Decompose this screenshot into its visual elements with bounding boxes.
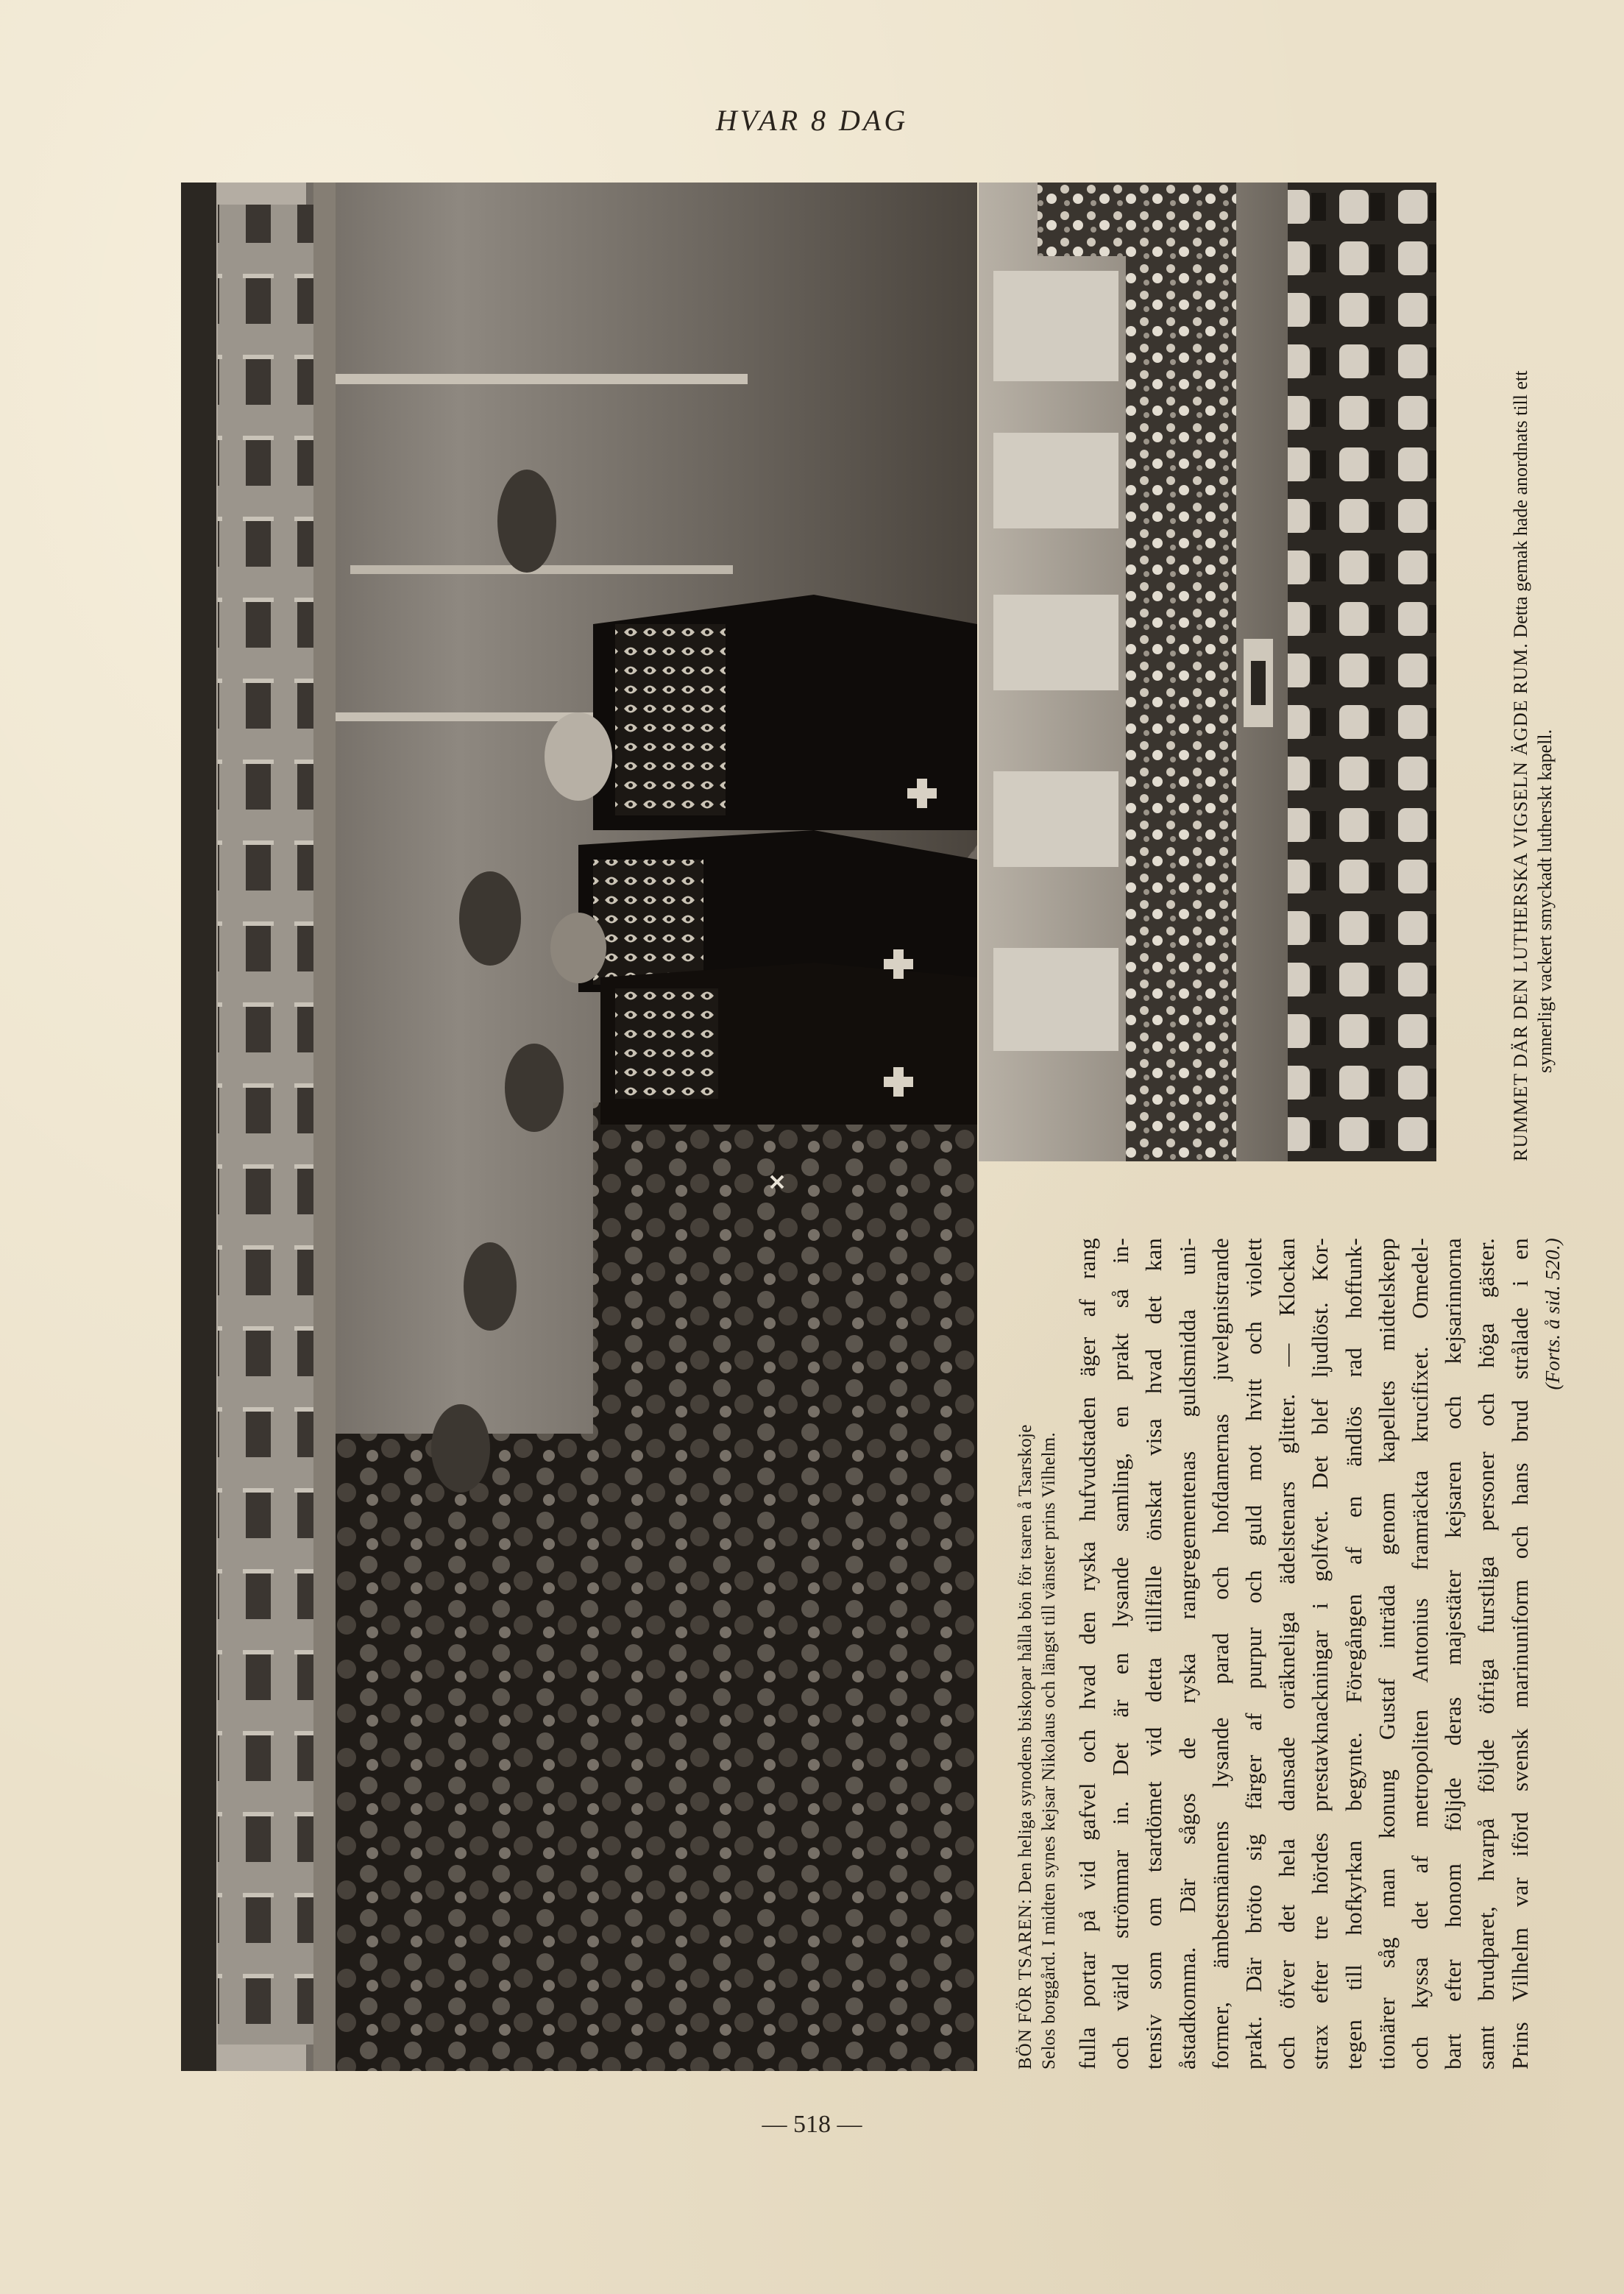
caption-chapel-text-2: synnerligt vackert smyckadt lutherskt kapell. bbox=[1534, 729, 1556, 1073]
continuation-note: (Forts. å sid. 520.) bbox=[1541, 1238, 1564, 1390]
caption-procession-text-1: Den heliga synodens biskopar hålla bön för tsaren å Tsarskoje bbox=[1015, 1424, 1035, 1894]
article-body bbox=[1071, 1238, 1570, 2070]
body-line: åstadkomma. Där sågos de ryska rangregementenas guldsmidda uni- bbox=[1174, 1238, 1200, 2070]
body-line: prakt. Där bröto sig färger af purpur och guld mot hvitt och violett bbox=[1241, 1238, 1267, 2070]
caption-procession bbox=[1014, 1238, 1061, 2070]
body-line: bart efter honom följde deras majestäter kejsaren och kejsarinnorna bbox=[1440, 1238, 1467, 2070]
body-line: Prins Vilhelm var iförd svensk marinuniform och hans brud strålade i en bbox=[1506, 1238, 1533, 2070]
body-line: samt brudparet, hvarpå följde öfriga furstliga personer och höga gäster. bbox=[1473, 1238, 1500, 2070]
caption-chapel bbox=[1508, 183, 1557, 1161]
procession-photo-illustration bbox=[181, 183, 977, 2071]
caption-chapel-lead: RUMMET DÄR DEN LUTHERSKA VIGSELN ÄGDE RUM. bbox=[1510, 642, 1531, 1161]
body-line: och värld strömmar in. Det är en lysande samling, en prakt så in- bbox=[1107, 1238, 1134, 2070]
chapel-photo-illustration bbox=[979, 183, 1436, 1161]
body-line: tegen till hofkyrkan begynte. Föregången af en ändlös rad hoffunk- bbox=[1340, 1238, 1366, 2070]
body-line: tensiv som om tsardömet vid detta tillfälle önskat visa hvad det kan bbox=[1141, 1238, 1167, 2070]
caption-chapel-text-1: Detta gemak hade anordnats till ett bbox=[1510, 370, 1531, 638]
masthead: HVAR 8 DAG bbox=[715, 104, 909, 137]
caption-procession-text-2: Selos borggård. I midten synes kejsar Nikolaus och längst till vänster prins Vilhelm. bbox=[1039, 1431, 1059, 2070]
body-line: tionärer såg man konung Gustaf inträda genom kapellets midtelskepp bbox=[1373, 1238, 1400, 2070]
photo-chapel bbox=[979, 183, 1436, 1161]
body-line: strax efter tre hördes prestavknackningar i golfvet. Det blef ljudlöst. Kor- bbox=[1307, 1238, 1333, 2070]
photo-procession bbox=[181, 183, 977, 2071]
page-number: — 518 — bbox=[762, 2111, 862, 2138]
body-line: fulla portar på vid gafvel och hvad den ryska hufvudstaden äger af rang bbox=[1074, 1238, 1100, 2070]
body-line: och kyssa det af metropoliten Antonius framräckta krucifixet. Omedel- bbox=[1407, 1238, 1433, 2070]
body-line: och öfver det hela dansade oräkneliga ädelstenars glitter. — Klockan bbox=[1274, 1238, 1300, 2070]
body-line: former, ämbetsmännens lysande parad och hofdamernas juvelgnistrande bbox=[1207, 1238, 1233, 2070]
caption-procession-lead: BÖN FÖR TSAREN: bbox=[1015, 1898, 1035, 2070]
